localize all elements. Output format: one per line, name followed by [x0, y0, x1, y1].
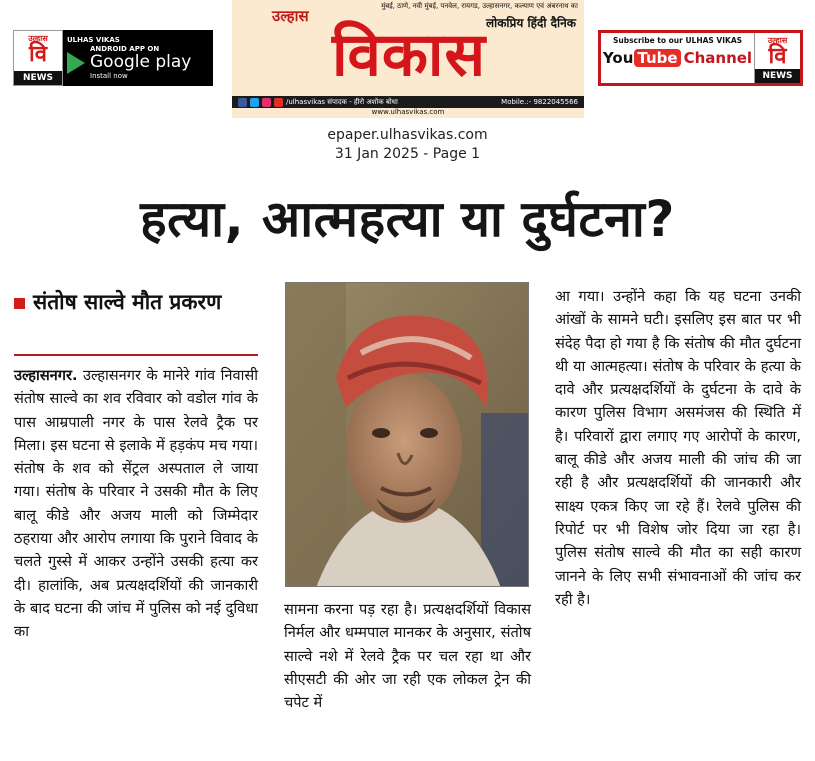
android-app-label: ANDROID APP ON — [90, 45, 160, 53]
masthead-small-title: उल्हास — [272, 7, 309, 25]
install-now-label: Install now — [90, 72, 128, 80]
article-headline: हत्या, आत्महत्या या दुर्घटना? — [140, 190, 675, 248]
victim-photo — [285, 282, 529, 587]
masthead-info-strip — [232, 96, 584, 108]
twitter-icon — [250, 98, 259, 107]
subhead-bullet-icon — [14, 298, 25, 309]
masthead-website: www.ulhasvikas.com — [371, 108, 445, 116]
logo-mark: वि — [768, 44, 787, 69]
edition-info — [0, 126, 815, 164]
facebook-icon — [238, 98, 247, 107]
newspaper-masthead — [232, 0, 584, 118]
logo-top-text: उल्हास — [28, 34, 48, 43]
youtube-icon — [274, 98, 283, 107]
subscribe-text: Subscribe to our ULHAS VIKAS — [612, 36, 743, 45]
logo-news-label: NEWS — [755, 69, 800, 83]
logo-mark: वि — [29, 42, 47, 67]
portrait-image — [286, 283, 529, 587]
column-1-text: उल्हासनगर के मानेरे गांव निवासी संतोष साल्वे का शव रविवार को वडोल गांव के पास आम्रपाली नगर के पास रेलवे ट्रैक पर मिला। इस घटना से इलाके में हड़कंप मच गया। संतोष के शव को सेंट्रल अस्पताल ले जाया गया। संतोष के परिवार ने उसकी मौत के लिए बालू कीडे और अजय माली को जिम्मेदार ठहराया और आरोप लगाया कि पुराने विवाद के चलते गुस्से में आकर उन्होंने उसकी हत्या कर दी। हालांकि, अब प्रत्यक्षदर्शियों की जानकारी के बाद घटना की जांच में पुलिस को नई दुविधा का — [14, 367, 258, 641]
youtube-tube: Tube — [634, 49, 680, 67]
youtube-you: You — [602, 49, 634, 67]
google-play-banner[interactable] — [13, 30, 213, 86]
subhead-divider — [14, 354, 258, 356]
article-subhead — [14, 287, 259, 317]
article-column-3: आ गया। उन्होंने कहा कि यह घटना उनकी आंखों के सामने घटी। इसलिए इस बात पर भी संदेह पैदा हो गया है कि संतोष की मौत दुर्घटना थी या आत्महत्या। संतोष के परिवार के हत्या के दावे और प्रत्यक्षदर्शियों के दुर्घटना के दावे के कारण पुलिस विभाग असमंजस की स्थिति में है। परिवारों द्वारा लगाए गए आरोपों के कारण, बालू कीडे और अजय माली की जांच की जा रही है और प्रत्यक्षदर्शियों की जानकारी और साक्ष्य एकत्र किए जा रहे हैं। रेलवे पुलिस की रिपोर्ट पर भी विशेष जोर दिया जा रहा है। पुलिस संतोष साल्वे की मौत का सही कारण जानने के लिए सभी संभावनाओं की जांच कर रही है। — [555, 288, 801, 608]
logo-top-text: उल्हास — [767, 36, 788, 45]
youtube-channel-logo — [603, 49, 752, 67]
logo-news-label: NEWS — [14, 71, 62, 85]
edition-date-page: 31 Jan 2025 - Page 1 — [334, 146, 481, 162]
article-column-1 — [14, 364, 258, 644]
ulhas-vikas-news-logo-right — [754, 33, 800, 83]
article-dateline: उल्हासनगर. — [14, 367, 78, 384]
subhead-text: संतोष साल्वे मौत प्रकरण — [33, 290, 222, 314]
masthead-tagline: लोकप्रिय हिंदी दैनिक — [485, 16, 576, 30]
ulhas-vikas-news-logo — [13, 30, 63, 86]
social-icons — [238, 98, 398, 107]
instagram-icon — [262, 98, 271, 107]
epaper-site: epaper.ulhasvikas.com — [327, 127, 488, 143]
editor-credit: /ulhasvikas संपादक - हीरो अशोक बोधा — [286, 97, 398, 106]
masthead-cities: मुंबई, ठाणे, नवी मुंबई, पनवेल, रायगड, उल्हासनगर, कल्याण एवं अंबरनाथ का — [381, 2, 578, 10]
app-brand-name: ULHAS VIKAS — [67, 36, 120, 44]
youtube-channel-banner[interactable] — [598, 30, 803, 86]
youtube-channel-label: Channel — [683, 49, 753, 67]
google-play-label: Google play — [90, 52, 192, 72]
article-column-2: सामना करना पड़ रहा है। प्रत्यक्षदर्शियों विकास निर्मल और धम्मपाल मानकर के अनुसार, संतोष साल्वे नशे में रेलवे ट्रैक पर चल रहा था और सीएसटी की ओर जा रही एक लोकल ट्रेन की चपेट में — [284, 601, 531, 712]
masthead-title: विकास — [331, 20, 487, 90]
google-play-icon — [67, 52, 85, 74]
masthead-mobile: Mobile.:- 9822045566 — [501, 98, 578, 106]
